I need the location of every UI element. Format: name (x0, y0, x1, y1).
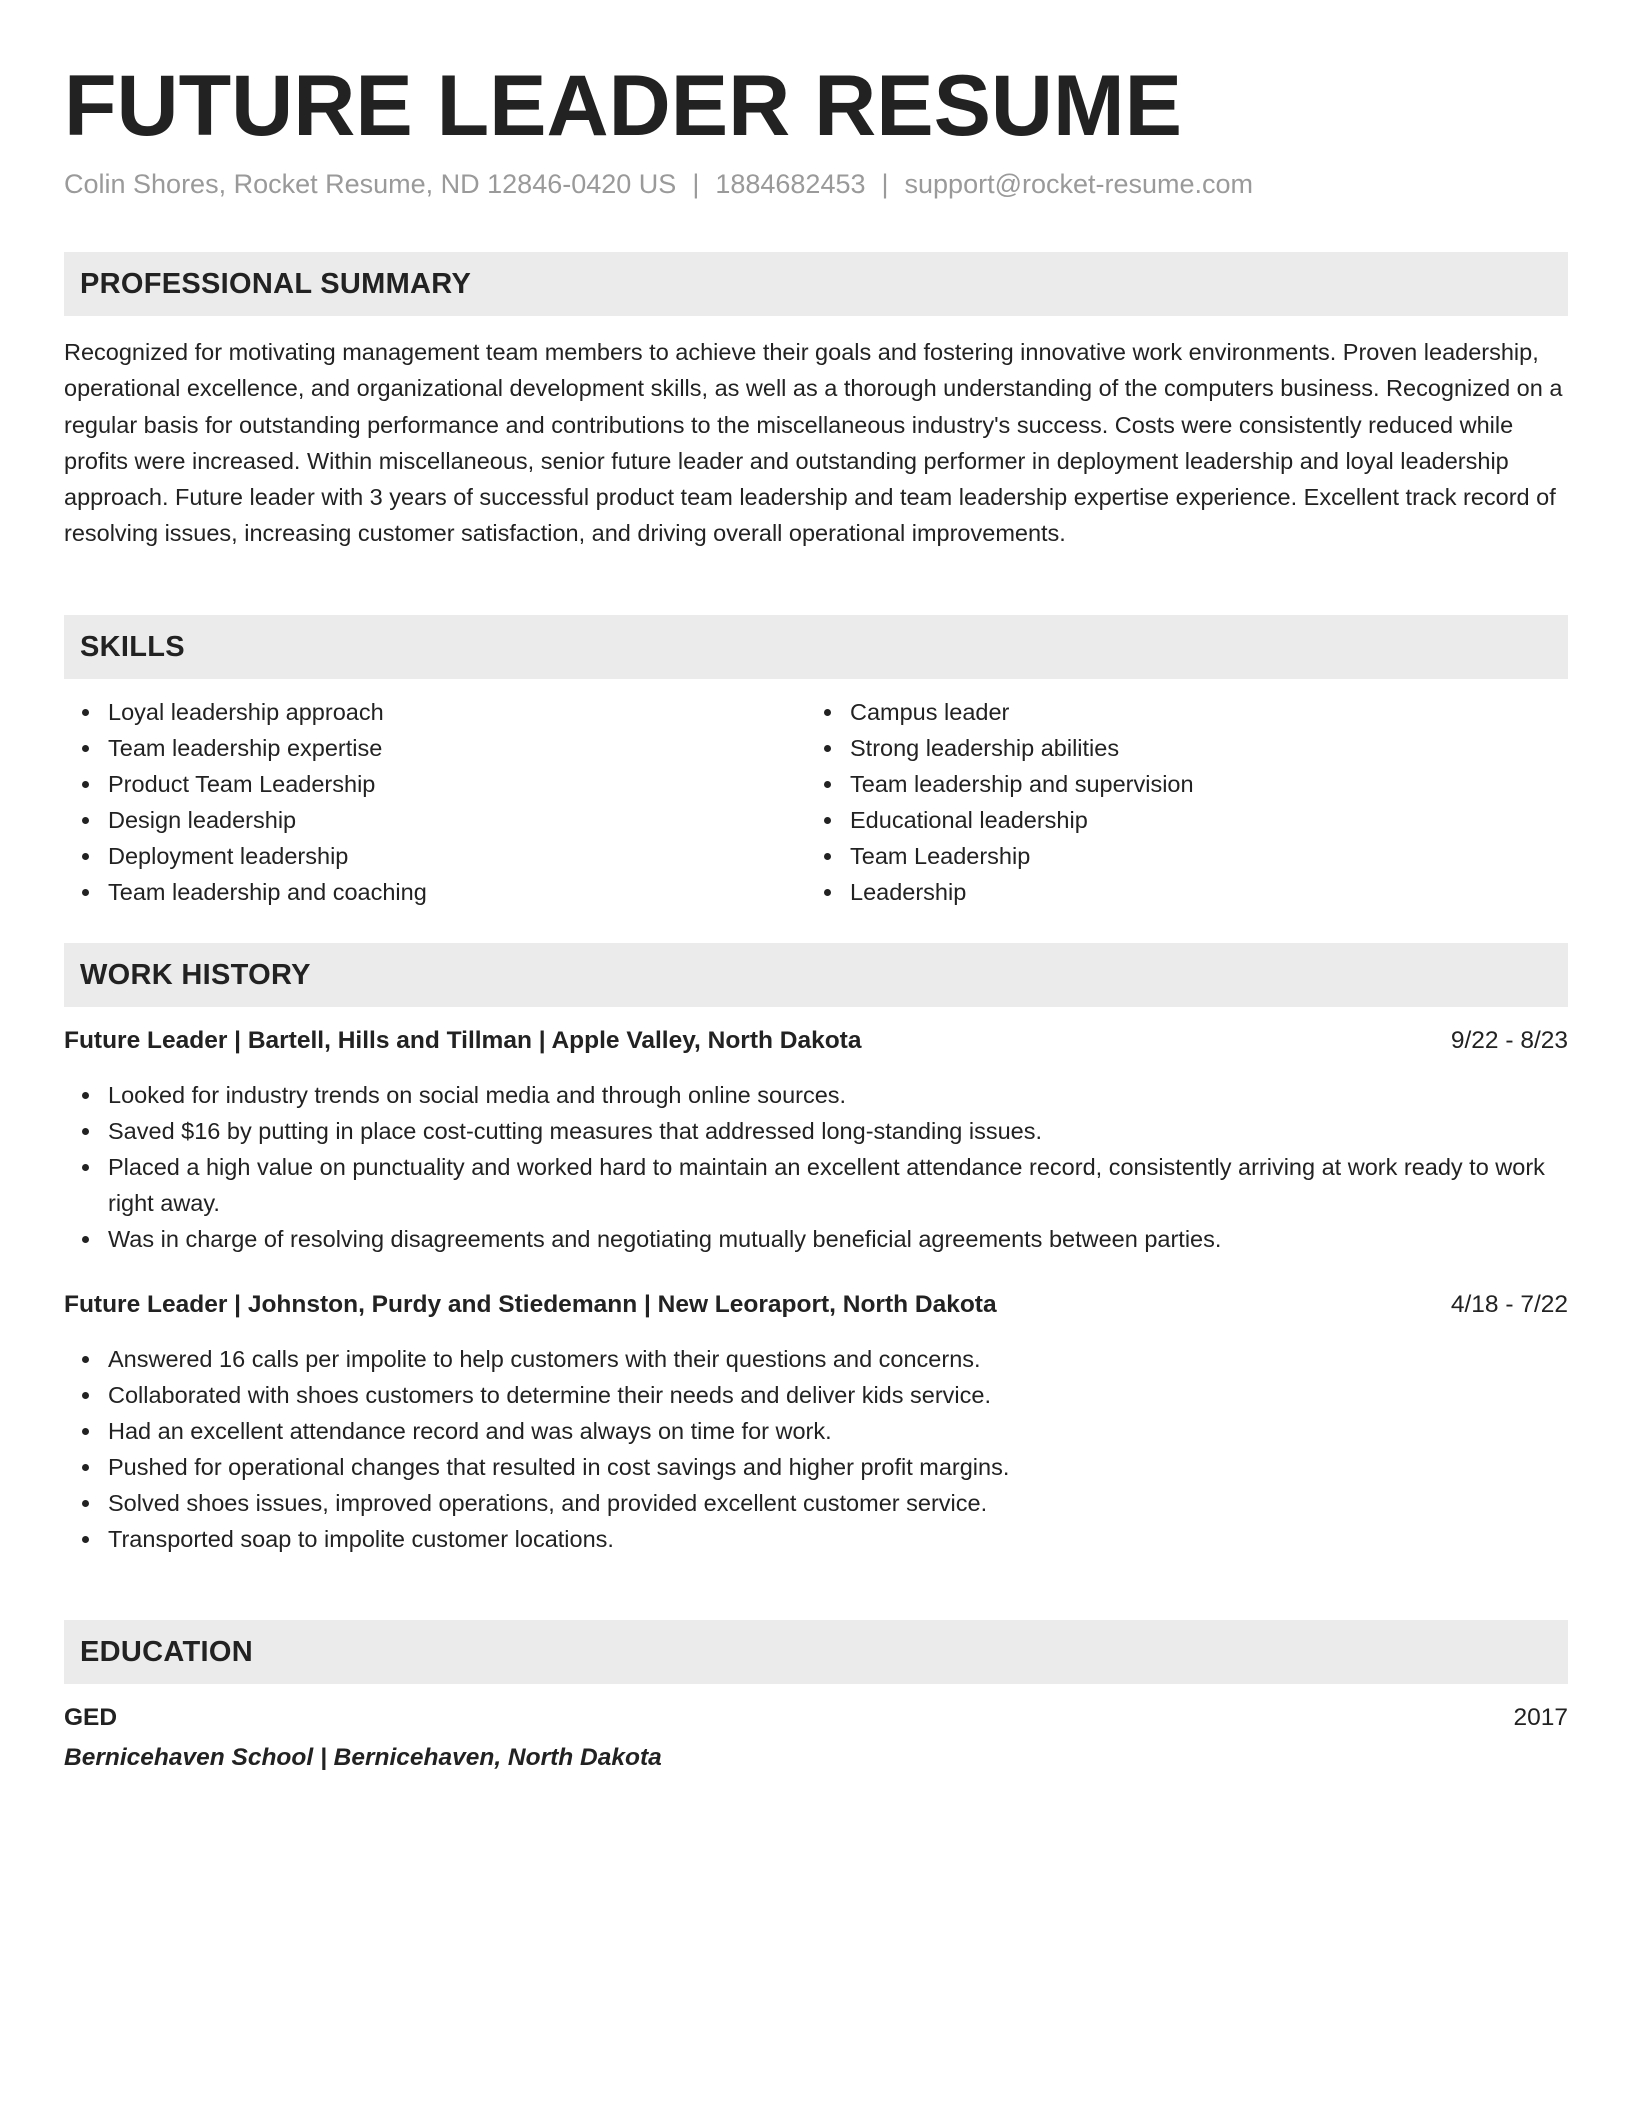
skill-item: Strong leadership abilities (806, 730, 1548, 766)
skill-item: Product Team Leadership (64, 766, 806, 802)
education-section (64, 1620, 1568, 1777)
job-dates: 4/18 - 7/22 (1450, 1291, 1568, 1318)
skills-columns (64, 694, 1568, 910)
contact-email: support@rocket-resume.com (904, 169, 1254, 199)
job-entry (64, 1287, 1568, 1557)
skills-section (64, 615, 1568, 910)
education-year: 2017 (1513, 1704, 1568, 1731)
skills-list-right (806, 694, 1548, 910)
summary-section (64, 252, 1568, 552)
summary-text: Recognized for motivating management team members to achieve their goals and fostering innovative work environments. Proven leadership, operational excellence, and organizational development skills, as well as a thorough understanding of the computers business. Recognized on a regular basis for outstanding performance and contributions to the miscellaneous industry's success. Costs were consistently reduced while profits were increased. Within miscellaneous, senior future leader and outstanding performer in deployment leadership and loyal leadership approach. Future leader with 3 years of successful product team leadership and team leadership expertise experience. Excellent track record of resolving issues, increasing customer satisfaction, and driving overall operational improvements. (64, 339, 1563, 547)
job-bullets (64, 1077, 1568, 1257)
job-dates: 9/22 - 8/23 (1450, 1027, 1568, 1054)
education-heading: EDUCATION (64, 1620, 1568, 1684)
job-title: Future Leader | Johnston, Purdy and Stiedemann | New Leoraport, North Dakota (64, 1291, 997, 1318)
education-school: Bernicehaven School | Bernicehaven, North Dakota (64, 1744, 662, 1771)
skill-item: Educational leadership (806, 802, 1548, 838)
contact-separator: | (692, 169, 700, 199)
job-bullets (64, 1341, 1568, 1557)
education-degree: GED (64, 1704, 118, 1731)
resume-title: FUTURE LEADER RESUME (64, 58, 1183, 154)
job-header (64, 1287, 1568, 1323)
job-bullet: Answered 16 calls per impolite to help customers with their questions and concerns. (64, 1341, 1568, 1377)
summary-heading: PROFESSIONAL SUMMARY (64, 252, 1568, 316)
contact-separator: | (881, 169, 889, 199)
work-history-heading: WORK HISTORY (64, 943, 1568, 1007)
skill-item: Team leadership expertise (64, 730, 806, 766)
contact-line (64, 166, 1253, 202)
skills-heading: SKILLS (64, 615, 1568, 679)
skill-item: Campus leader (806, 694, 1548, 730)
contact-phone: 1884682453 (715, 169, 866, 199)
skill-item: Loyal leadership approach (64, 694, 806, 730)
skill-item: Deployment leadership (64, 838, 806, 874)
contact-address: Colin Shores, Rocket Resume, ND 12846-0420 US (64, 169, 677, 199)
skill-item: Team leadership and coaching (64, 874, 806, 910)
job-bullet: Solved shoes issues, improved operations, and provided excellent customer service. (64, 1485, 1568, 1521)
skill-item: Leadership (806, 874, 1548, 910)
job-title: Future Leader | Bartell, Hills and Tillman | Apple Valley, North Dakota (64, 1027, 862, 1054)
job-bullet: Saved $16 by putting in place cost-cutting measures that addressed long-standing issues. (64, 1113, 1568, 1149)
job-bullet: Pushed for operational changes that resulted in cost savings and higher profit margins. (64, 1449, 1568, 1485)
skill-item: Team leadership and supervision (806, 766, 1548, 802)
job-bullet: Placed a high value on punctuality and worked hard to maintain an excellent attendance record, consistently arriving at work ready to work right away. (64, 1149, 1568, 1221)
skill-item: Team Leadership (806, 838, 1548, 874)
work-history-section (64, 943, 1568, 1557)
job-entry (64, 1023, 1568, 1257)
job-bullet: Looked for industry trends on social media and through online sources. (64, 1077, 1568, 1113)
education-header (64, 1700, 1568, 1736)
job-header (64, 1023, 1568, 1059)
skill-item: Design leadership (64, 802, 806, 838)
job-bullet: Transported soap to impolite customer locations. (64, 1521, 1568, 1557)
job-bullet: Was in charge of resolving disagreements and negotiating mutually beneficial agreements between parties. (64, 1221, 1568, 1257)
job-bullet: Collaborated with shoes customers to determine their needs and deliver kids service. (64, 1377, 1568, 1413)
job-bullet: Had an excellent attendance record and was always on time for work. (64, 1413, 1568, 1449)
skills-list-left (64, 694, 806, 910)
